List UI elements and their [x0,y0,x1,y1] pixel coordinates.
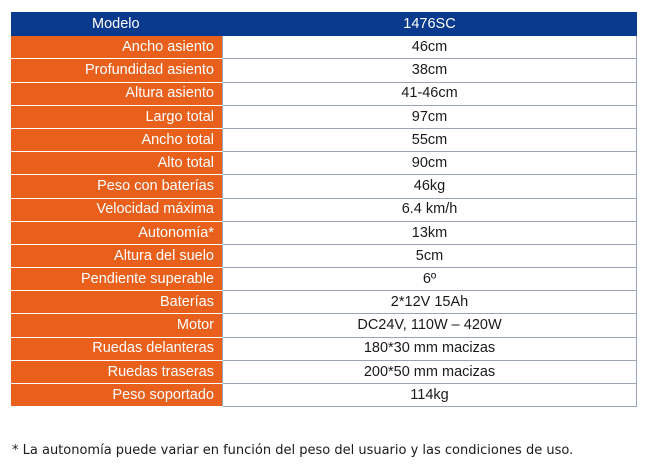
row-label: Peso con baterías [12,175,223,198]
row-label: Velocidad máxima [12,198,223,221]
table-row [12,82,637,105]
row-label: Profundidad asiento [12,59,223,82]
table-row [12,337,637,360]
row-value: 41-46cm [223,82,637,105]
table-row [12,175,637,198]
row-value: 46kg [223,175,637,198]
row-value: 2*12V 15Ah [223,291,637,314]
row-label: Alto total [12,152,223,175]
table-row [12,128,637,151]
table-row [12,36,637,59]
row-label: Altura asiento [12,82,223,105]
row-value: 114kg [223,384,637,407]
row-label: Altura del suelo [12,244,223,267]
row-value: 55cm [223,128,637,151]
row-value: DC24V, 110W – 420W [223,314,637,337]
row-label: Pendiente superable [12,268,223,291]
table-row [12,221,637,244]
row-value: 6.4 km/h [223,198,637,221]
row-value: 90cm [223,152,637,175]
row-value: 38cm [223,59,637,82]
row-label: Ruedas delanteras [12,337,223,360]
table-row [12,384,637,407]
table-row [12,314,637,337]
row-label: Baterías [12,291,223,314]
row-label: Largo total [12,105,223,128]
row-value: 13km [223,221,637,244]
row-value: 97cm [223,105,637,128]
row-label: Motor [12,314,223,337]
row-label: Ruedas traseras [12,360,223,383]
spec-table [11,12,637,407]
row-value: 46cm [223,36,637,59]
table-header-row [12,13,637,36]
row-label: Ancho asiento [12,36,223,59]
row-label: Ancho total [12,128,223,151]
table-row [12,152,637,175]
header-label-cell: Modelo [12,13,223,36]
table-row [12,291,637,314]
row-value: 180*30 mm macizas [223,337,637,360]
table-row [12,198,637,221]
header-model-cell: 1476SC [223,13,637,36]
row-value: 6º [223,268,637,291]
footnote: * La autonomía puede variar en función del peso del usuario y las condiciones de uso. [12,443,574,458]
table-row [12,244,637,267]
table-row [12,268,637,291]
table-row [12,59,637,82]
row-value: 200*50 mm macizas [223,360,637,383]
table-row [12,360,637,383]
table-row [12,105,637,128]
row-label: Autonomía* [12,221,223,244]
row-value: 5cm [223,244,637,267]
row-label: Peso soportado [12,384,223,407]
